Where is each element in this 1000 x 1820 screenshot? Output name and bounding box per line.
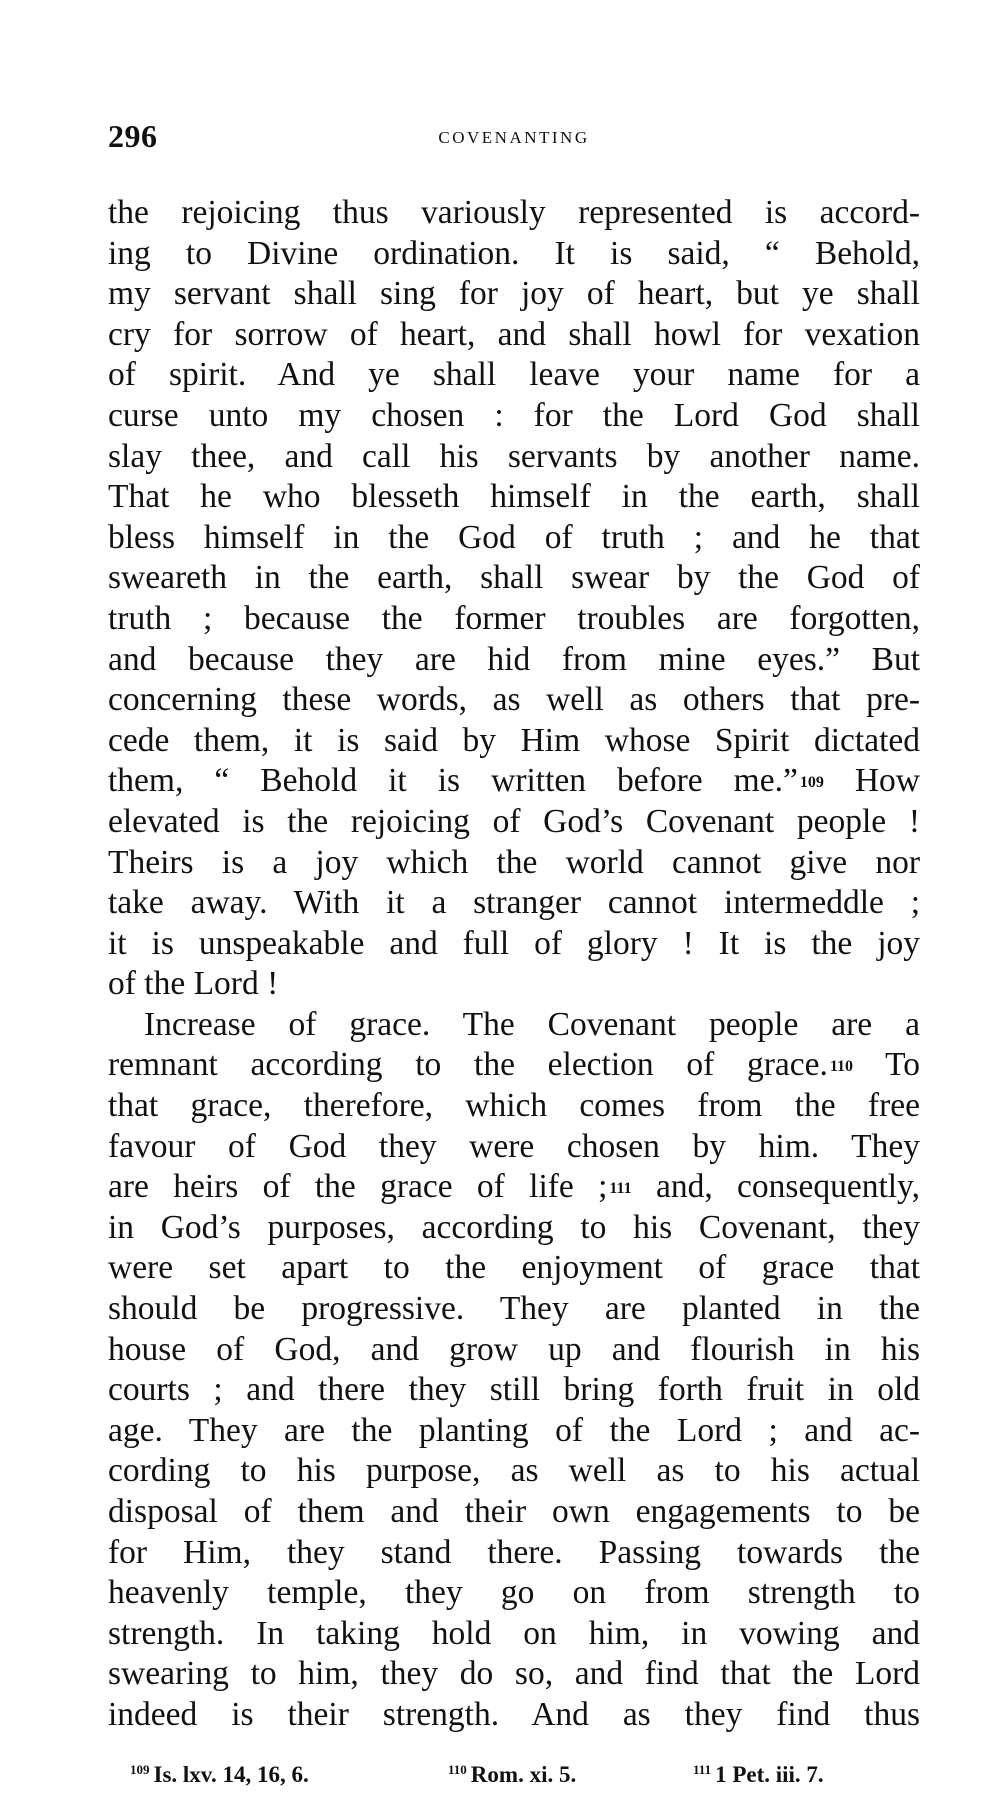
footnotes	[108, 1762, 920, 1798]
text-line: cording to his purpose, as well as to his actual	[108, 1452, 920, 1490]
text-line: swearing to him, they do so, and find that the Lord	[108, 1655, 920, 1693]
footnote-mark: 111	[693, 1762, 712, 1777]
text-line-with-footnote-ref	[108, 1167, 920, 1208]
text-line: house of God, and grow up and flourish in his	[108, 1330, 920, 1368]
text-line: truth ; because the former troubles are forgotten,	[108, 599, 920, 637]
text-line: That he who blesseth himself in the earth, shall	[108, 478, 920, 516]
text-segment: To	[885, 1046, 920, 1084]
text-segment: them, “ Behold it is written before me.”	[108, 762, 798, 800]
body-text	[108, 193, 920, 1736]
text-line: that grace, therefore, which comes from the free	[108, 1087, 920, 1125]
text-line: it is unspeakable and full of glory ! It is the joy	[108, 924, 920, 962]
footnote-mark: 110	[448, 1762, 467, 1777]
text-line: the rejoicing thus variously represented is accord-	[108, 194, 920, 231]
text-line: age. They are the planting of the Lord ; and ac-	[108, 1411, 920, 1449]
text-line: of the Lord !	[108, 965, 279, 1003]
text-line: my servant shall sing for joy of heart, but ye shall	[108, 275, 920, 313]
footnote-110	[448, 1762, 576, 1788]
text-line-with-footnote-ref	[108, 1045, 920, 1086]
footnote-text: 1 Pet. iii. 7.	[715, 1762, 824, 1787]
text-line: disposal of them and their own engagements to be	[108, 1493, 920, 1530]
footnote-text: Is. lxv. 14, 16, 6.	[153, 1762, 309, 1787]
text-segment: and, consequently,	[655, 1168, 921, 1206]
footnote-ref-109[interactable]: 109	[799, 774, 824, 792]
text-line: concerning these words, as well as others that pre-	[108, 681, 920, 719]
text-line: slay thee, and call his servants by another name.	[108, 437, 920, 475]
text-line: Theirs is a joy which the world cannot give nor	[108, 843, 920, 881]
footnote-ref-111[interactable]: 111	[609, 1180, 632, 1198]
text-line: should be progressive. They are planted in the	[108, 1290, 920, 1328]
text-line: and because they are hid from mine eyes.” But	[108, 640, 920, 678]
text-segment: How	[854, 762, 920, 800]
footnote-text: Rom. xi. 5.	[470, 1762, 577, 1787]
text-line: favour of God they were chosen by him. They	[108, 1127, 920, 1165]
text-line: sweareth in the earth, shall swear by the God of	[108, 559, 920, 597]
text-line: curse unto my chosen : for the Lord God shall	[108, 396, 920, 434]
page-number: 296	[108, 118, 158, 154]
paragraph-start-line: Increase of grace. The Covenant people are a	[144, 1005, 920, 1043]
text-line: were set apart to the enjoyment of grace that	[108, 1249, 920, 1287]
text-line: cry for sorrow of heart, and shall howl for vexation	[108, 315, 920, 353]
text-line: take away. With it a stranger cannot intermeddle ;	[108, 884, 920, 922]
footnote-109	[130, 1762, 309, 1788]
text-line: strength. In taking hold on him, in vowing and	[108, 1614, 920, 1652]
text-segment: are heirs of the grace of life ;	[108, 1168, 608, 1206]
text-line: of spirit. And ye shall leave your name for a	[108, 356, 920, 394]
text-segment: remnant according to the election of grace.	[108, 1046, 828, 1084]
running-head	[108, 118, 920, 158]
footnote-ref-110[interactable]: 110	[829, 1058, 854, 1076]
text-line: in God’s purposes, according to his Covenant, they	[108, 1208, 920, 1246]
text-line: heavenly temple, they go on from strength to	[108, 1574, 920, 1612]
text-line: ing to Divine ordination. It is said, “ Behold,	[108, 234, 920, 272]
footnote-111	[693, 1762, 824, 1788]
text-line: cede them, it is said by Him whose Spirit dictated	[108, 721, 920, 759]
running-title: COVENANTING	[438, 128, 590, 147]
footnote-mark: 109	[130, 1762, 150, 1777]
text-line: bless himself in the God of truth ; and he that	[108, 518, 920, 556]
text-line: for Him, they stand there. Passing towards the	[108, 1533, 920, 1571]
text-line: courts ; and there they still bring forth fruit in old	[108, 1371, 920, 1409]
text-line: elevated is the rejoicing of God’s Covenant people !	[108, 802, 920, 840]
text-line: indeed is their strength. And as they find thus	[108, 1695, 920, 1733]
text-line-with-footnote-ref	[108, 761, 920, 802]
